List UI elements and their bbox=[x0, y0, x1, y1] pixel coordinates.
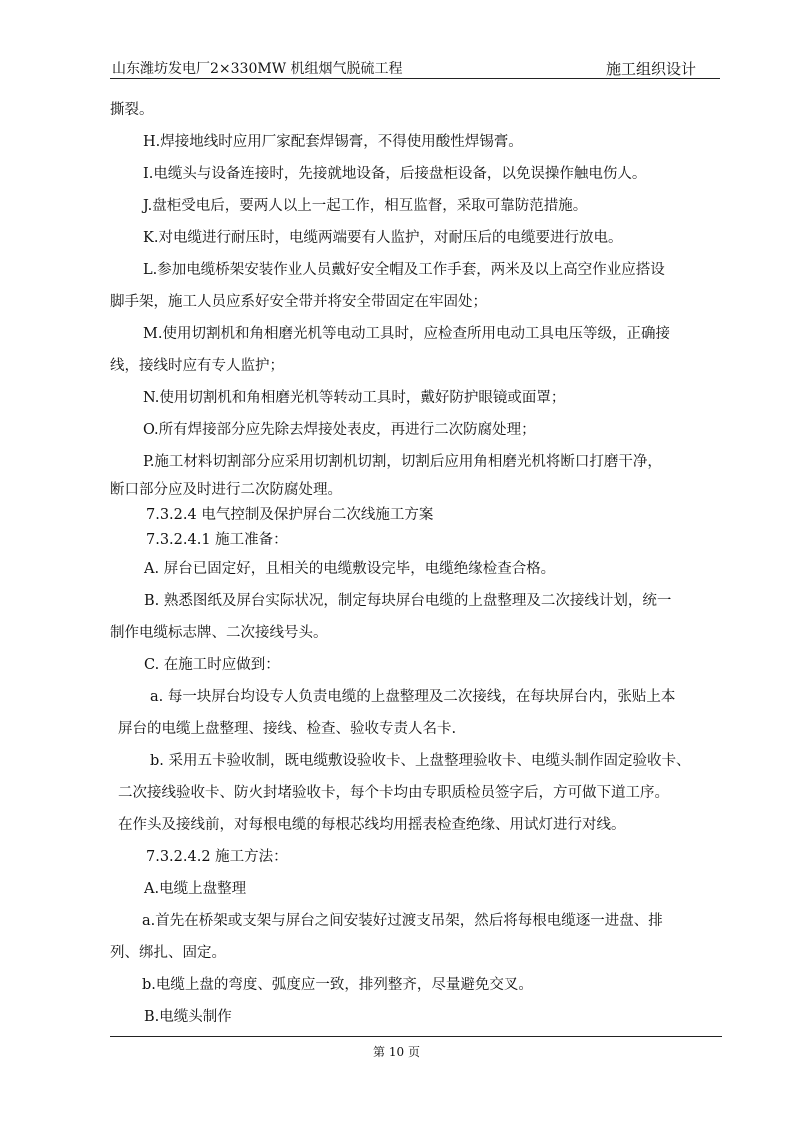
subsection-heading: 7.3.2.4.1 施工准备： bbox=[146, 532, 288, 548]
paragraph-line: H.焊接地线时应用厂家配套焊锡膏，不得使用酸性焊锡膏。 bbox=[143, 134, 523, 150]
page-number: 第 10 页 bbox=[373, 1045, 420, 1059]
paragraph-line: C. 在施工时应做到： bbox=[144, 657, 280, 673]
paragraph-line: a.首先在桥架或支架与屏台之间安装好过渡支吊架，然后将每根电缆逐一进盘、排 bbox=[142, 913, 663, 929]
paragraph-line: O.所有焊接部分应先除去焊接处表皮，再进行二次防腐处理； bbox=[143, 422, 536, 438]
paragraph-line: K.对电缆进行耐压时，电缆两端要有人监护，对耐压后的电缆要进行放电。 bbox=[143, 230, 623, 246]
paragraph-line: A. 屏台已固定好，且相关的电缆敷设完毕，电缆绝缘检查合格。 bbox=[144, 561, 556, 577]
header-project-title: 山东潍坊发电厂2×330MW 机组烟气脱硫工程 bbox=[112, 61, 403, 77]
paragraph-line: 二次接线验收卡、防火封堵验收卡，每个卡均由专职质检员签字后，方可做下道工序。 bbox=[118, 785, 669, 801]
paragraph-line: 脚手架，施工人员应系好安全带并将安全带固定在牢固处； bbox=[110, 294, 487, 310]
paragraph-line: A.电缆上盘整理 bbox=[144, 881, 247, 897]
paragraph-line: B.电缆头制作 bbox=[144, 1009, 232, 1025]
paragraph-line: b.电缆上盘的弯度、弧度应一致，排列整齐，尽量避免交叉。 bbox=[142, 977, 533, 993]
paragraph-line: L.参加电缆桥架安装作业人员戴好安全帽及工作手套，两米及以上高空作业应搭设 bbox=[143, 262, 665, 278]
paragraph-line: a. 每一块屏台均设专人负责电缆的上盘整理及二次接线，在每块屏台内，张贴上本 bbox=[150, 689, 676, 705]
section-heading: 7.3.2.4 电气控制及保护屏台二次线施工方案 bbox=[146, 507, 434, 523]
paragraph-line: 屏台的电缆上盘整理、接线、检查、验收专责人名卡. bbox=[118, 721, 457, 737]
paragraph-line: 列、绑扎、固定。 bbox=[110, 945, 226, 961]
paragraph-line: b. 采用五卡验收制，既电缆敷设验收卡、上盘整理验收卡、电缆头制作固定验收卡、 bbox=[150, 753, 691, 769]
paragraph-line: 断口部分应及时进行二次防腐处理。 bbox=[110, 482, 342, 498]
paragraph-line: J.盘柜受电后，要两人以上一起工作，相互监督，采取可靠防范措施。 bbox=[143, 198, 588, 214]
paragraph-line: B. 熟悉图纸及屏台实际状况，制定每块屏台电缆的上盘整理及二次接线计划，统一 bbox=[144, 593, 672, 609]
paragraph-line: N.使用切割机和角相磨光机等转动工具时，戴好防护眼镜或面罩； bbox=[143, 390, 566, 406]
paragraph-line: P.施工材料切割部分应采用切割机切割，切割后应用角相磨光机将断口打磨干净， bbox=[143, 454, 662, 470]
paragraph-line: I.电缆头与设备连接时，先接就地设备，后接盘柜设备，以免误操作触电伤人。 bbox=[143, 166, 647, 182]
subsection-heading: 7.3.2.4.2 施工方法： bbox=[146, 849, 288, 865]
paragraph-line: 撕裂。 bbox=[110, 102, 154, 118]
paragraph-line: M.使用切割机和角相磨光机等电动工具时，应检查所用电动工具电压等级，正确接 bbox=[143, 326, 670, 342]
footer-divider bbox=[110, 1036, 722, 1037]
paragraph-line: 线，接线时应有专人监护； bbox=[110, 358, 284, 374]
paragraph-line: 制作电缆标志牌、二次接线号头。 bbox=[110, 625, 328, 641]
paragraph-line: 在作头及接线前，对每根电缆的每根芯线均用摇表检查绝缘、用试灯进行对线。 bbox=[118, 817, 626, 833]
header-divider bbox=[110, 78, 720, 79]
header-document-type: 施工组织设计 bbox=[606, 60, 697, 78]
document-body bbox=[110, 94, 722, 1033]
